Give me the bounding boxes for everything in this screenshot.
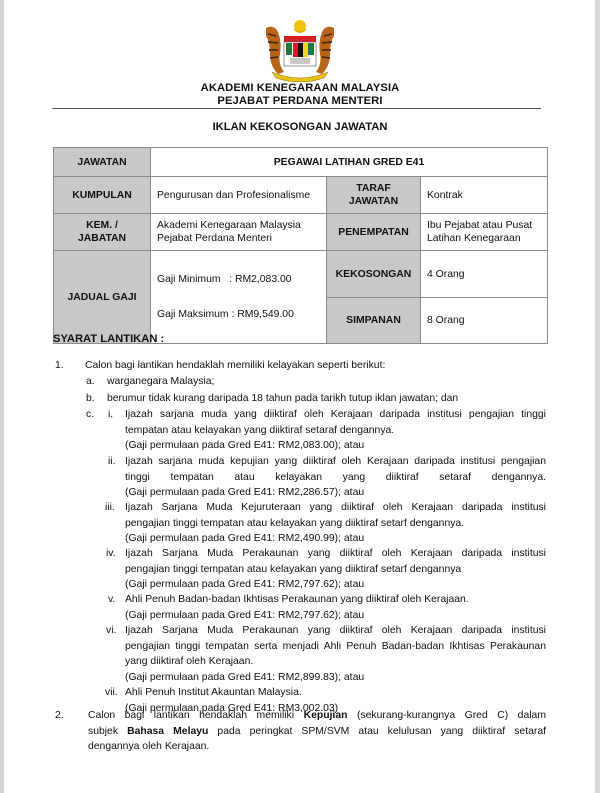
- jadual-gaji-label: JADUAL GAJI: [54, 251, 151, 344]
- kumpulan-label: KUMPULAN: [54, 177, 151, 214]
- ad-title: IKLAN KEKOSONGAN JAWATAN: [212, 121, 388, 133]
- kekosongan-label: KEKOSONGAN: [327, 251, 421, 298]
- kem-label-line2: JABATAN: [77, 233, 127, 244]
- text: (sekurang-kurangnya Gred C) dalam: [347, 710, 546, 721]
- jadual-gaji-value: [151, 251, 327, 344]
- jawatan-value: PEGAWAI LATIHAN GRED E41: [151, 148, 548, 177]
- table-row: [54, 148, 548, 177]
- header-divider: [52, 108, 541, 109]
- job-info-table: [53, 147, 548, 344]
- item-1b-text: berumur tidak kurang daripada 18 tahun pada tarikh tutup iklan jawatan; dan: [107, 393, 459, 404]
- qual-iii-salary: (Gaji permulaan pada Gred E41: RM2,490.99); atau: [125, 533, 365, 545]
- taraf-label-line2: JAWATAN: [348, 196, 399, 207]
- bahasa-melayu-bold: Bahasa Melayu: [127, 725, 209, 737]
- taraf-jawatan-value: Kontrak: [421, 177, 548, 214]
- item-2-number: 2.: [55, 710, 64, 721]
- item-1a-text: warganegara Malaysia;: [107, 376, 215, 387]
- qual-v-text: [125, 592, 546, 623]
- item-1a-label: a.: [86, 376, 95, 387]
- penempatan-value-line1: Ibu Pejabat atau Pusat: [427, 220, 533, 231]
- qual-vii-salary: (Gaji permulaan pada Gred E41: RM3,002.03): [125, 702, 339, 714]
- qual-ii-text: [125, 454, 546, 501]
- penempatan-value: [421, 214, 548, 251]
- kem-value-line1: Akademi Kenegaraan Malaysia: [157, 220, 301, 231]
- syarat-heading: SYARAT LANTIKAN :: [53, 333, 165, 345]
- text: Calon bagi lantikan hendaklah memiliki: [88, 710, 304, 721]
- item-1c-label: c.: [86, 409, 95, 420]
- qual-ii-line: Ijazah sarjana muda kepujian yang diiktiraf oleh Kerajaan daripada institusi pengajian: [125, 456, 546, 467]
- page-edge-right: [595, 0, 600, 793]
- jawatan-label: JAWATAN: [54, 148, 151, 177]
- item-2-line3: dengannya oleh Kerajaan.: [88, 741, 210, 753]
- qual-vi-line: Ijazah Sarjana Muda Perakaunan yang diiktiraf oleh Kerajaan daripada institusi: [125, 625, 546, 636]
- qual-iii-line: Ijazah Sarjana Muda Kejuruteraan yang diiktiraf oleh Kerajaan daripada institusi: [125, 502, 546, 513]
- table-row: [54, 214, 548, 251]
- qual-iv-salary: (Gaji permulaan pada Gred E41: RM2,797.62); atau: [125, 579, 365, 591]
- qual-ii-salary: (Gaji permulaan pada Gred E41: RM2,286.57); atau: [125, 487, 365, 499]
- qual-iv-line: pengajian tinggi tempatan atau kelayakan yang diiktiraf setarf dengannya: [125, 563, 462, 575]
- qual-iii-label: iii.: [105, 502, 115, 513]
- qual-vi-line: yang diiktiraf oleh Kerajaan.: [125, 656, 254, 668]
- simpanan-label: SIMPANAN: [327, 298, 421, 344]
- qual-i-salary: (Gaji permulaan pada Gred E41: RM2,083.00); atau: [125, 440, 365, 452]
- qual-v-line: Ahli Penuh Badan-badan Ikhtisas Perakaunan yang diiktiraf oleh Kerajaan.: [125, 594, 469, 605]
- page-edge-left: [0, 0, 4, 793]
- table-row: [54, 251, 548, 298]
- qual-ii-label: ii.: [108, 456, 116, 467]
- qual-iv-label: iv.: [106, 548, 116, 559]
- item-1b-label: b.: [86, 393, 95, 404]
- coat-of-arms-icon: [260, 18, 340, 82]
- item-2-line2: [88, 724, 546, 740]
- qual-iii-line: pengajian tinggi tempatan atau kelayakan yang diiktiraf setarf dengannya.: [125, 517, 465, 529]
- kekosongan-value: 4 Orang: [421, 251, 548, 298]
- qual-i-line: tempatan atau kelayakan yang diiktiraf setaraf dengannya.: [125, 424, 395, 436]
- qual-vii-label: vii.: [105, 687, 118, 698]
- qual-v-label: v.: [108, 594, 116, 605]
- qual-vi-label: vi.: [106, 625, 117, 636]
- text: subjek: [88, 725, 128, 737]
- item-1-text: Calon bagi lantikan hendaklah memiliki kelayakan seperti berikut:: [85, 360, 386, 371]
- penempatan-label: PENEMPATAN: [327, 214, 421, 251]
- gaji-maksimum: Gaji Maksimum : RM9,549.00: [157, 309, 294, 320]
- taraf-label-line1: TARAF: [356, 183, 391, 194]
- org-name: AKADEMI KENEGARAAN MALAYSIA: [200, 82, 400, 94]
- item-2-text: [88, 708, 546, 755]
- penempatan-value-line2: Latihan Kenegaraan: [427, 233, 521, 244]
- simpanan-value: 8 Orang: [421, 298, 548, 344]
- qual-iii-text: [125, 500, 546, 547]
- qual-ii-line: tinggi tempatan atau kelayakan yang diiktiraf setaraf dengannya.: [125, 471, 546, 483]
- qual-vi-salary: (Gaji permulaan pada Gred E41: RM2,899.83); atau: [125, 671, 365, 683]
- qual-i-label: i.: [108, 409, 114, 420]
- table-row: [54, 177, 548, 214]
- kem-value-line2: Pejabat Perdana Menteri: [157, 233, 272, 244]
- qual-vi-text: [125, 623, 546, 685]
- kem-jabatan-value: [151, 214, 327, 251]
- qual-vii-line: Ahli Penuh Institut Akauntan Malaysia.: [125, 687, 302, 698]
- qual-i-line: Ijazah sarjana muda yang diiktiraf oleh Kerajaan daripada institusi pengajian tinggi: [125, 409, 546, 420]
- qual-vi-line: pengajian tinggi tempatan serta menjadi Ahli Penuh Badan-badan Ikhtisas Perakaunan: [125, 640, 546, 652]
- kepujian-bold: Kepujian: [303, 710, 348, 721]
- qual-v-salary: (Gaji permulaan pada Gred E41: RM2,797.62); atau: [125, 609, 365, 621]
- qual-iv-line: Ijazah Sarjana Muda Perakaunan yang diiktiraf oleh Kerajaan daripada institusi: [125, 548, 546, 559]
- kumpulan-value: Pengurusan dan Profesionalisme: [151, 177, 327, 214]
- taraf-jawatan-label: [327, 177, 421, 214]
- item-1-number: 1.: [55, 360, 64, 371]
- item-2-line1: [88, 708, 546, 724]
- kem-jabatan-label: [54, 214, 151, 251]
- text: pada peringkat SPM/SVM atau kelulusan yang diiktiraf setaraf: [208, 725, 546, 737]
- qual-iv-text: [125, 546, 546, 593]
- org-department: PEJABAT PERDANA MENTERI: [217, 95, 383, 107]
- kem-label-line1: KEM. /: [86, 220, 118, 231]
- gaji-minimum: Gaji Minimum : RM2,083.00: [157, 274, 292, 285]
- qual-i-text: [125, 407, 546, 454]
